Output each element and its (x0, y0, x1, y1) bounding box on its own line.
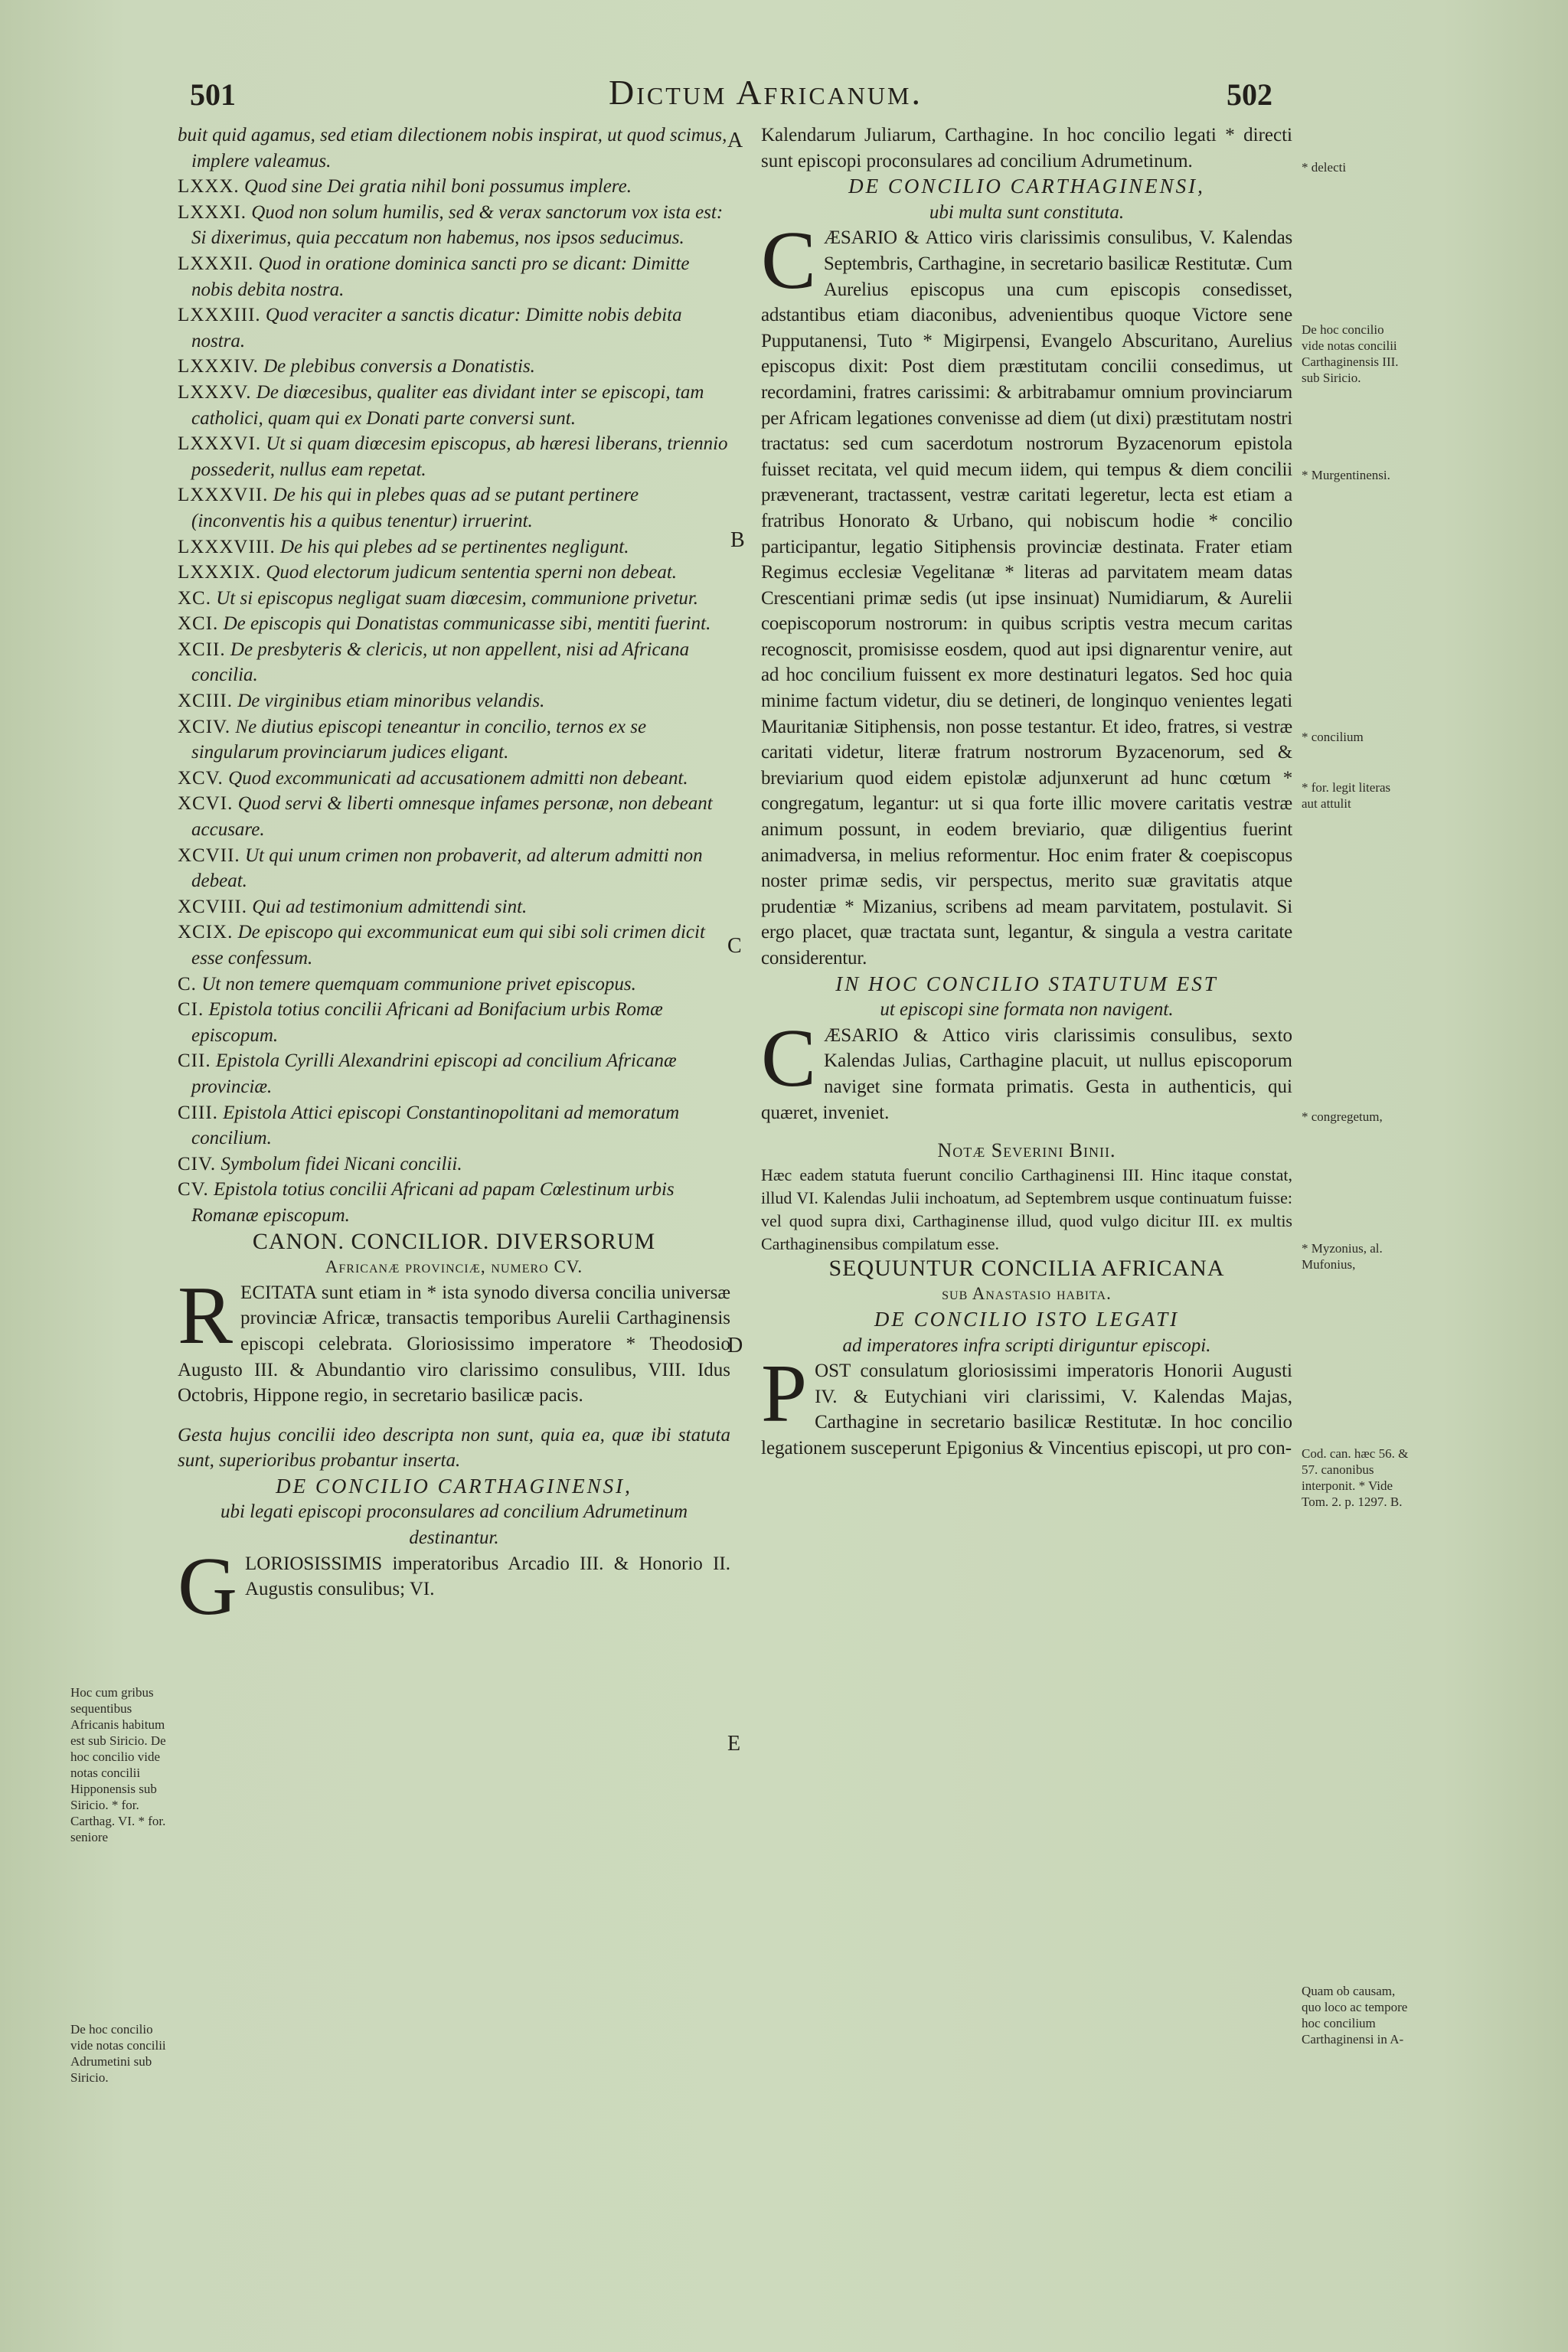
chapter-title: Quod non solum humilis, sed & verax sanctorum vox ista est: Si dixerimus, quia peccatum non habemus, nos ipsos seducimus. (191, 201, 724, 249)
chapter-entry (178, 534, 730, 560)
chapter-number: LXXXV. (178, 381, 252, 403)
chapter-entry (178, 1152, 730, 1178)
post-paragraph: P OST consulatum gloriosissimi imperatoris Honorii Augusti IV. & Eutychiani viri clarissimi, V. Kalendas Majas, Carthagine in secretario basilicæ Restitutæ. In hoc concilio legationem susceperunt Epigonius & Vincentius episcopi, ut pro con- (761, 1348, 1292, 1459)
chapter-entry (178, 354, 730, 380)
drop-cap: C (761, 215, 816, 307)
section-mark-b: B (730, 528, 745, 552)
chapter-title: Epistola Attici episcopi Constantinopolitani ad memoratum concilium. (191, 1102, 680, 1149)
chapter-number: LXXXVI. (178, 433, 262, 455)
chapter-title: Epistola totius concilii Africani ad Bonifacium urbis Romæ episcopum. (191, 999, 663, 1046)
chapter-title: De presbyteris & clericis, ut non appellent, nisi ad Africana concilia. (191, 639, 690, 686)
chapter-entry (178, 200, 730, 251)
chapter-number: XCI. (178, 613, 219, 635)
section-mark-a: A (727, 129, 743, 152)
drop-cap: R (178, 1269, 234, 1361)
chapter-title: Quod in oratione dominica sancti pro se dicant: Dimitte nobis debita nostra. (191, 253, 690, 300)
chapter-title: De his qui in plebes quas ad se putant pertinere (inconventis his a quibus tenentur) irruerint. (191, 485, 639, 531)
section-mark-c: C (727, 934, 742, 958)
margin-note: * delecti (1302, 160, 1347, 175)
section-title: CANON. CONCILIOR. DIVERSORUM (252, 1228, 656, 1254)
chapter-number: XCII. (178, 639, 226, 660)
right-column (761, 122, 1292, 1462)
statute-paragraph: C ÆSARIO & Attico viris clarissimis consulibus, sexto Kalendas Julias, Carthagine placuit, ut nullus episcoporum naviget sine formata primatis. Gesta in authenticis, qui quæret, inveniet. (761, 1012, 1292, 1123)
caesario-paragraph: C ÆSARIO & Attico viris clarissimis consulibus, V. Kalendas Septembris, Carthagine, in secretario basilicæ Restitutæ. Cum Aurelius episcopus una cum episcopis consedisset, adstantibus etiam diaconibus, advenientibus quoque Victore sene Pupputanensi, Tuto * Migirpensi, Evangelo Abscuritano, Aurelius episcopus dixit: Post diem præstitutam concilii consedimus, ut recordamini, fratres carissimi: & arbitrabamur omnium provinciarum per Africam legationes convenisse ad diem (ut dixi) præstitutam nostri tractatus: sed cum sacerdotum nostrorum Byzacenorum epistola fuisset recitata, vel quid mecum iidem, qui tempus & diem concilii prævenerant, tractassent, vestræ caritati legeretur, lecta est etiam a fratribus Honorato & Urbano, qui nobiscum hodie * concilio participantur, legatio Sitiphensis provinciæ destinata. Frater etiam Regimus ecclesiæ Vegelitanæ * literas ad parvitatem meam datas Crescentiani primæ sedis (ut ipse insinuat) Numidiarum, & Aurelii coepiscoporum nostrorum: in quibus scriptis vestra mecum caritas recognoscit, promisisse eosdem, quod aut ipsi dignarentur venire, aut ad hoc concilium fuissent ex more destinaturi legatos. Sed hoc quia minime factum videtur, diu se detineri, de longinquo venientes legati Mauritaniæ Sitiphensis, non posse testantur. Et ideo, fratres, si vestræ caritati videtur, literæ fratrum nostrorum Byzacenorum, sed & breviarium quod eidem epistolæ adjunxerunt ad hunc cœtum * congregatum, legantur: ut si qua forte illic movere caritatis vestræ animum possunt, in eodem breviario, quæ diligentius fuerint animadversa, in melius reformentur. Hoc enim frater & coepiscopus noster primæ sedis, vir perspectus, merito suæ gravitatis atque prudentiæ * Mizanius, scribens ad meam parvitatem, postulavit. Si ergo placet, quæ tractata sunt, legantur, & singula a vestra caritate considerentur. (761, 215, 1292, 969)
chapter-number: C. (178, 973, 197, 995)
left-page-number: 501 (190, 77, 236, 112)
chapter-title: De his qui plebes ad se pertinentes negligunt. (279, 536, 629, 557)
carthage-heading: DE CONCILIO CARTHAGINENSI, (276, 1474, 632, 1498)
chapter-entry (178, 174, 730, 200)
top-paragraph: Kalendarum Juliarum, Carthagine. In hoc concilio legati * directi sunt episcopi proconsulares ad concilium Adrumetinum. (761, 125, 1292, 172)
chapter-number: XCIX. (178, 922, 234, 943)
right-page-number: 502 (1227, 77, 1272, 112)
chapter-title: Quod electorum judicum sententia sperni non debeat. (266, 562, 678, 583)
chapter-title: buit quid agamus, sed etiam dilectionem nobis inspirat, ut quod scimus, implere valeamus. (178, 125, 727, 172)
chapter-number: XC. (178, 587, 211, 609)
chapter-title: Ut qui unum crimen non probaverit, ad alterum admitti non debeat. (191, 844, 703, 892)
margin-note: * Myzonius, al. Mufonius, (1302, 1241, 1383, 1272)
chapter-entry (178, 611, 730, 637)
margin-note: * congregetum, (1302, 1109, 1383, 1124)
chapter-number: CIV. (178, 1153, 217, 1174)
chapter-number: LXXXIV. (178, 356, 259, 377)
council-subheading: ubi multa sunt constituta. (929, 201, 1125, 223)
chapter-title: Quod servi & liberti omnesque infames personæ, non debeant accusare. (191, 793, 713, 841)
glorio-paragraph: G LORIOSISSIMIS imperatoribus Arcadio III. & Honorio II. Augustis consulibus; VI. (178, 1540, 730, 1632)
drop-cap: C (761, 1012, 817, 1104)
margin-note: Hoc cum gribus sequentibus Africanis habitum est sub Siricio. De hoc concilio vide notas concilii Hipponensis sub Siricio. * for. Carthag. VI. * for. seniore (70, 1685, 166, 1844)
section-mark-d: D (727, 1334, 743, 1357)
chapter-title: Ut si quam diœcesim episcopus, ab hæresi liberans, triennio possederit, nullus eam repetat. (191, 433, 728, 480)
legati-heading: DE CONCILIO ISTO LEGATI (874, 1307, 1180, 1331)
chapter-title: Epistola totius concilii Africani ad papam Cœlestinum urbis Romanæ episcopum. (191, 1179, 675, 1226)
chapter-entry (178, 637, 730, 688)
chapter-entry (178, 1177, 730, 1228)
margin-note: Quam ob causam, quo loco ac tempore hoc concilium Carthaginensi in A- (1302, 1984, 1408, 2047)
sequuntur-title: SEQUUNTUR CONCILIA AFRICANA (828, 1255, 1225, 1281)
chapter-number: XCIV. (178, 716, 231, 737)
chapter-entry (178, 791, 730, 842)
chapter-number: XCVII. (178, 844, 240, 866)
recitata-paragraph: R ECITATA sunt etiam in * ista synodo diversa concilia universæ provinciæ Africæ, transactis temporibus Aurelii Carthaginensis episcopi celebrata. Gloriosissimo imperatore * Theodosio Augusto III. & Abundantio viro clarissimo consulibus, VIII. Idus Octobris, Hippone regio, in secretario basilicæ pacis. (178, 1269, 730, 1406)
notes-paragraph: Hæc eadem statuta fuerunt concilio Carthaginensi III. Hinc itaque constat, illud VI. Kalendas Julii inchoatum, ad Septembrem usque continuatum fuisse: vel quod supra dixi, Carthaginense illud, quod vulgo dicitur III. ex multis Carthaginensibus compilatum esse. (761, 1165, 1292, 1253)
chapter-entry (178, 1100, 730, 1152)
chapter-number: CV. (178, 1179, 209, 1200)
sequuntur-subtitle: sub Anastasio habita. (942, 1284, 1112, 1304)
chapter-number: LXXXVIII. (178, 536, 276, 557)
chapter-entry (178, 482, 730, 534)
drop-cap: G (178, 1540, 237, 1632)
chapter-entry (178, 688, 730, 714)
margin-note: De hoc concilio vide notas concilii Adrumetini sub Siricio. (70, 2022, 166, 2085)
chapter-number: CI. (178, 999, 204, 1021)
chapter-number: LXXXII. (178, 253, 254, 274)
chapter-entry (178, 766, 730, 792)
chapter-entry (178, 560, 730, 586)
margin-note: De hoc concilio vide notas concilii Carthaginensis III. sub Siricio. (1302, 322, 1399, 385)
chapter-title: Symbolum fidei Nicani concilii. (220, 1153, 462, 1174)
section-mark-e: E (727, 1732, 741, 1756)
chapter-entry (178, 1048, 730, 1099)
chapter-title: Epistola Cyrilli Alexandrini episcopi ad concilium Africanæ provinciæ. (191, 1050, 677, 1097)
margin-note: * Murgentinensi. (1302, 468, 1390, 482)
chapter-title: Ne diutius episcopi teneantur in concilio, ternos ex se singularum provinciarum judices eligant. (191, 716, 647, 763)
chapter-entry (178, 920, 730, 971)
chapter-entry (178, 251, 730, 302)
chapter-entry (178, 586, 730, 612)
chapter-number: LXXXI. (178, 201, 247, 223)
chapter-title: Quod sine Dei gratia nihil boni possumus implere. (243, 176, 632, 198)
carthage-subheading: ubi legati episcopi proconsulares ad concilium Adrumetinum destinantur. (220, 1501, 688, 1549)
chapter-title: Ut si episcopus negligat suam diœcesim, communione privetur. (216, 587, 699, 609)
chapter-number: LXXXIII. (178, 305, 261, 326)
statute-heading: IN HOC CONCILIO STATUTUM EST (835, 972, 1218, 995)
chapter-number: XCIII. (178, 691, 233, 712)
chapter-title: Quod veraciter a sanctis dicatur: Dimitte nobis debita nostra. (191, 305, 682, 351)
chapter-entry (178, 122, 730, 174)
chapter-entry (178, 997, 730, 1048)
margin-note: Cod. can. hæc 56. & 57. canonibus interponit. * Vide Tom. 2. p. 1297. B. (1302, 1446, 1409, 1509)
margin-note: * concilium (1302, 730, 1364, 744)
chapter-number: LXXX. (178, 176, 240, 198)
chapter-number: LXXXVII. (178, 485, 269, 506)
council-heading: DE CONCILIO CARTHAGINENSI, (848, 175, 1205, 198)
chapter-title: De episcopo qui excommunicat eum qui sibi soli crimen dicit esse confessum. (191, 922, 705, 969)
statute-subheading: ut episcopi sine formata non navigent. (880, 999, 1174, 1021)
chapter-title: Ut non temere quemquam communione privet episcopus. (201, 973, 636, 995)
chapter-number: XCVI. (178, 793, 234, 815)
legati-subheading: ad imperatores infra scripti diriguntur episcopi. (842, 1334, 1211, 1356)
margin-note: * for. legit literas aut attulit (1302, 780, 1391, 811)
chapter-number: CII. (178, 1050, 211, 1072)
chapter-number: XCVIII. (178, 896, 248, 917)
notes-title: Notæ Severini Binii. (937, 1139, 1116, 1162)
chapter-entry (178, 302, 730, 354)
chapter-entry (178, 714, 730, 766)
chapter-entry (178, 380, 730, 431)
chapter-entry (178, 431, 730, 482)
chapter-title: Quod excommunicati ad accusationem admitti non debeant. (228, 767, 688, 789)
chapter-number: XCV. (178, 767, 224, 789)
chapter-list (178, 122, 730, 1229)
chapter-entry (178, 972, 730, 998)
chapter-title: De virginibus etiam minoribus velandis. (237, 691, 545, 712)
chapter-entry (178, 894, 730, 920)
section-subtitle: Africanæ provinciæ, numero CV. (325, 1257, 583, 1277)
gesta-paragraph: Gesta hujus concilii ideo descripta non sunt, quia ea, quæ ibi statuta sunt, superioribus probantur inserta. (178, 1424, 730, 1472)
chapter-entry (178, 843, 730, 894)
chapter-number: CIII. (178, 1102, 218, 1123)
chapter-title: De plebibus conversis a Donatistis. (263, 356, 535, 377)
running-head: Dictum Africanum. (609, 73, 923, 112)
chapter-number: LXXXIX. (178, 562, 262, 583)
chapter-title: De diœcesibus, qualiter eas dividant inter se episcopi, tam catholici, quam qui ex Donati parte conversi sunt. (191, 381, 704, 429)
left-column (178, 122, 730, 1632)
chapter-title: Qui ad testimonium admittendi sint. (252, 896, 528, 917)
chapter-title: De episcopis qui Donatistas communicasse sibi, mentiti fuerint. (223, 613, 711, 635)
drop-cap: P (761, 1348, 808, 1440)
